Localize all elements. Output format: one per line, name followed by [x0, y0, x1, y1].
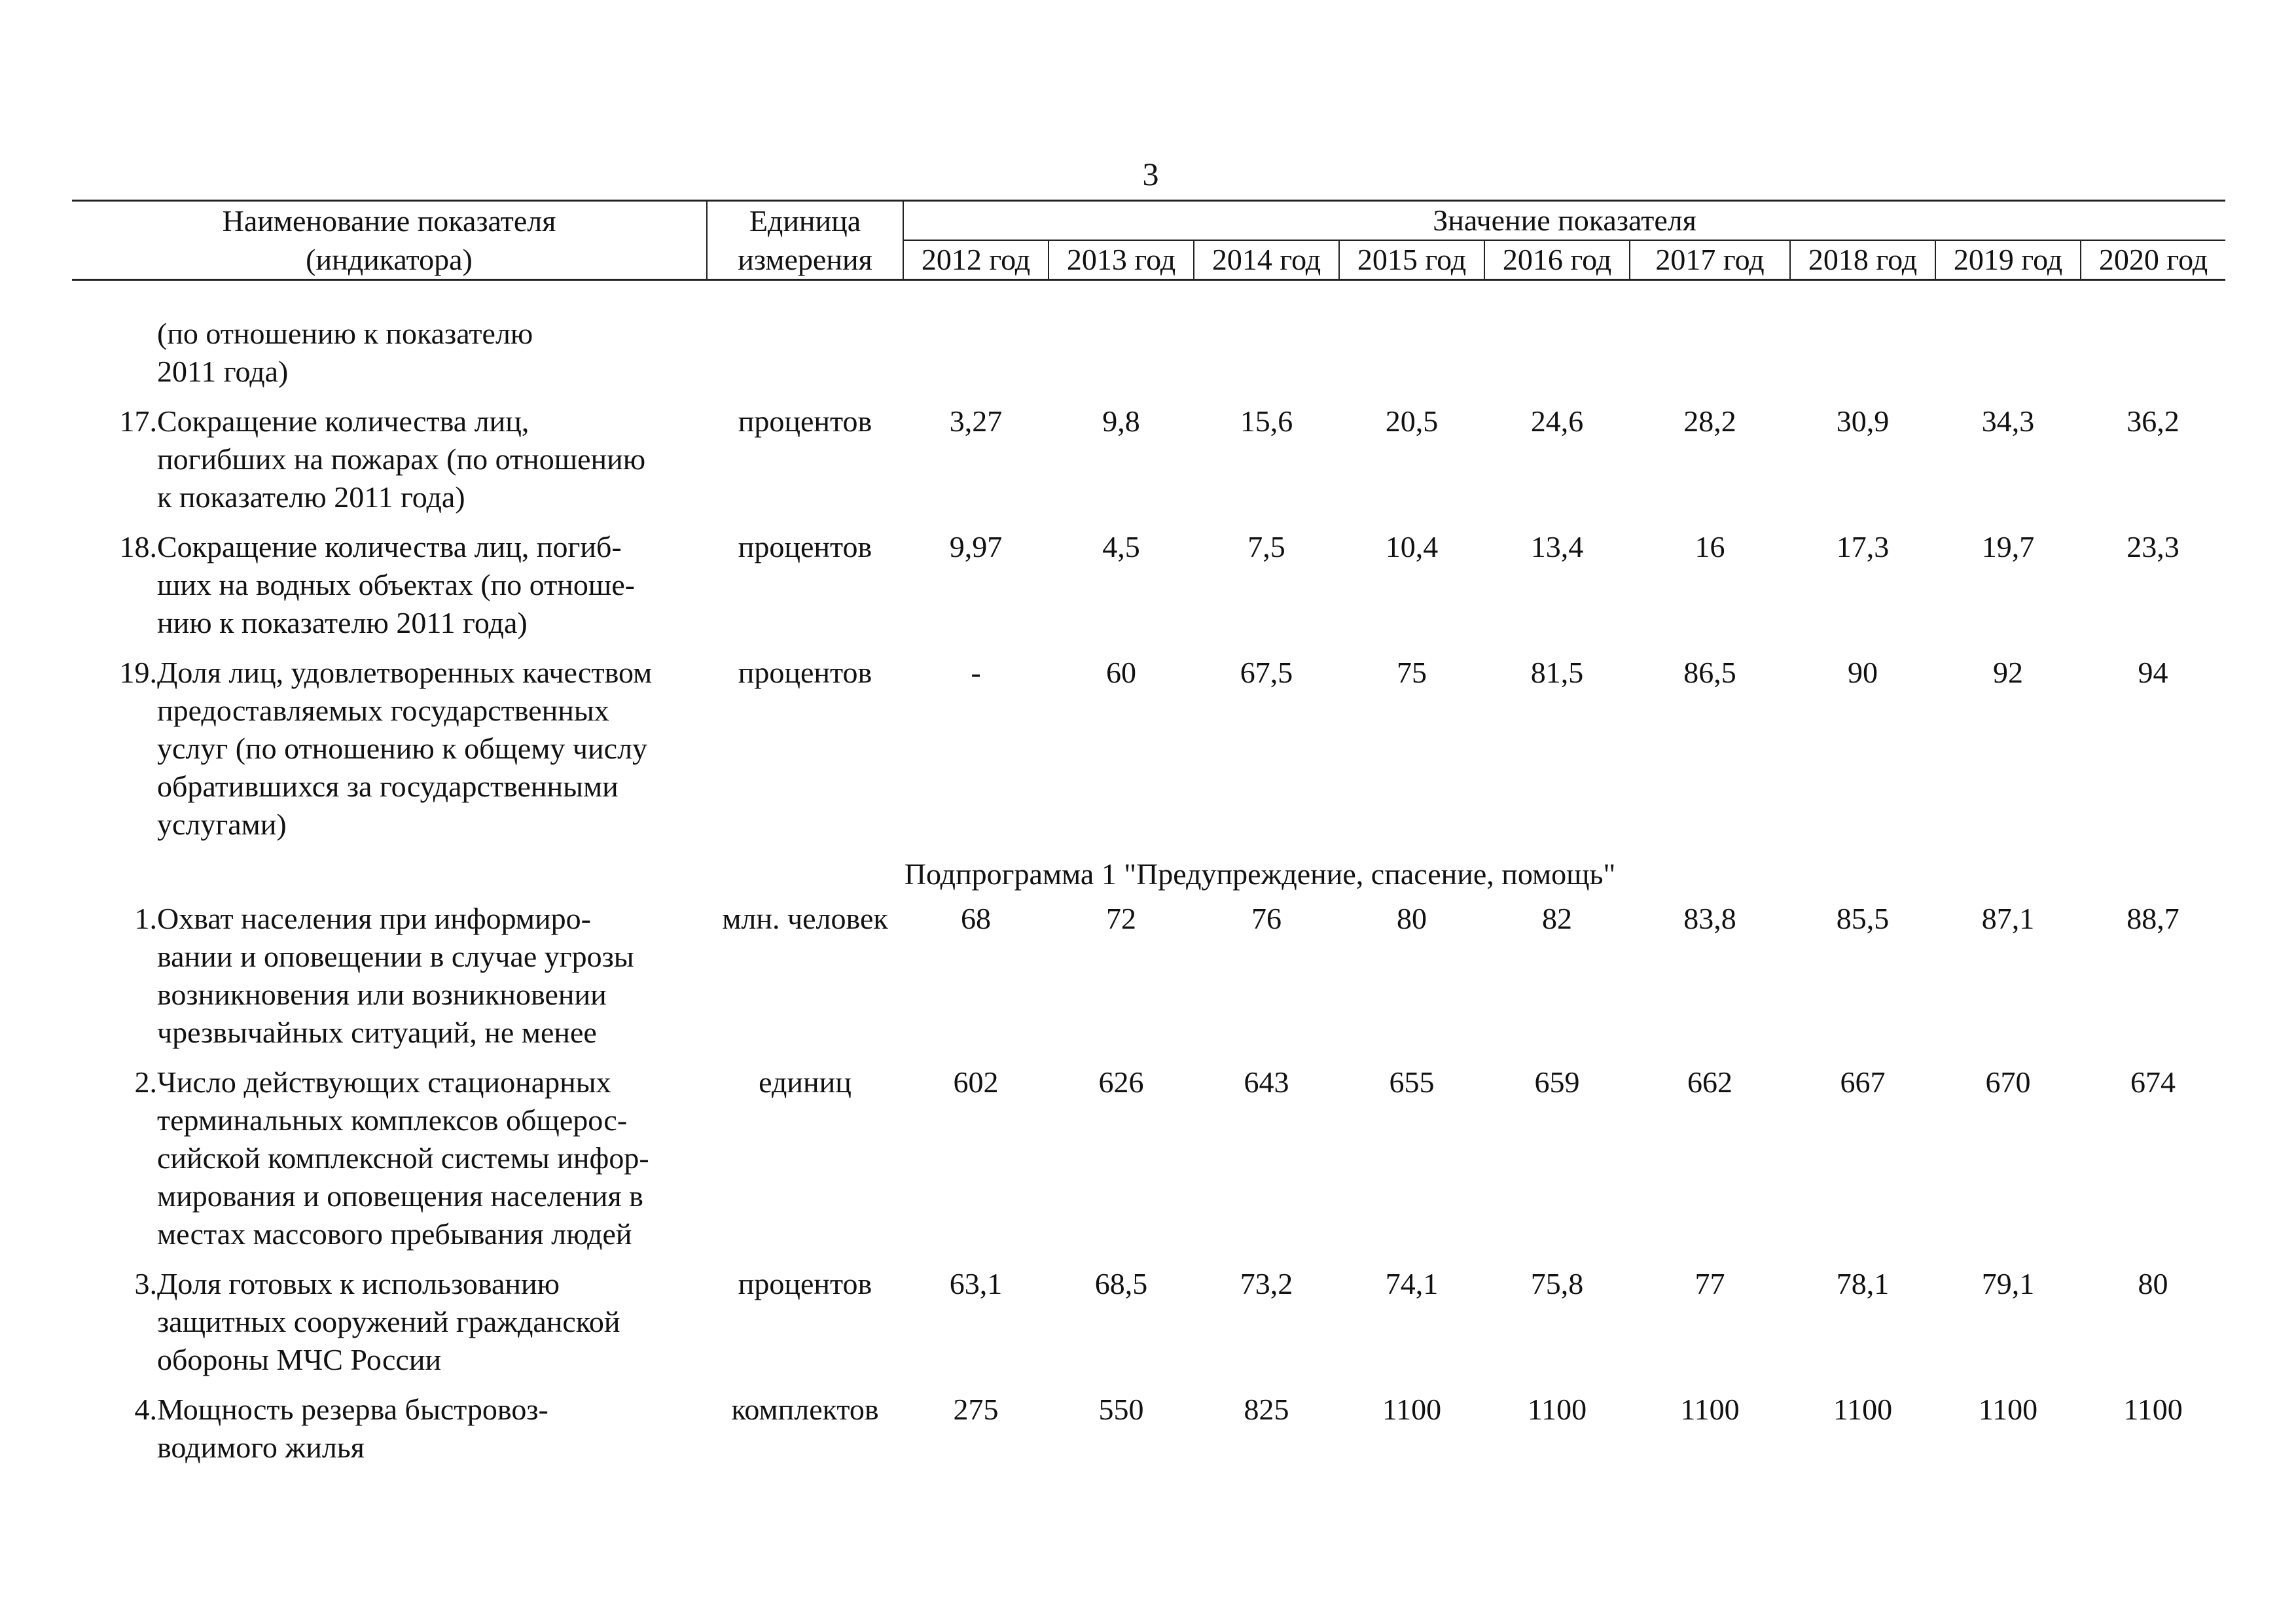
indicator-name — [157, 1391, 707, 1478]
value-cell: 3,27 — [949, 404, 1003, 438]
table-row — [72, 1265, 2225, 1391]
value-cell: 94 — [2138, 656, 2168, 689]
table-row — [72, 900, 2225, 1063]
name-line: вании и оповещении в случае угрозы — [157, 940, 634, 973]
name-line: услугами) — [157, 808, 287, 841]
indicator-name — [157, 315, 707, 402]
value-cell: 9,97 — [949, 530, 1003, 563]
name-line: водимого жилья — [157, 1431, 365, 1464]
row-number: 17. — [119, 404, 157, 438]
name-line: Число действующих стационарных — [157, 1065, 611, 1099]
value-cell: 90 — [1848, 656, 1878, 689]
value-cell: 20,5 — [1385, 404, 1439, 438]
value-cell: 24,6 — [1530, 404, 1584, 438]
value-cell: 667 — [1840, 1065, 1886, 1099]
name-line: к показателю 2011 года) — [157, 480, 465, 514]
header-unit-line1: Единица — [707, 201, 903, 241]
name-line: обратившихся за государственными — [157, 770, 619, 803]
row-number: 3. — [134, 1267, 157, 1300]
value-cell: 85,5 — [1836, 902, 1890, 935]
value-cell: 1100 — [2123, 1393, 2183, 1426]
value-cell: 1100 — [1680, 1393, 1740, 1426]
header-year: 2013 год — [1049, 240, 1194, 280]
value-cell: 643 — [1244, 1065, 1289, 1099]
value-cell: 1100 — [1382, 1393, 1442, 1426]
value-cell: 77 — [1695, 1267, 1725, 1300]
value-cell: 13,4 — [1530, 530, 1584, 563]
row-number: 1. — [134, 902, 157, 935]
value-cell: 662 — [1687, 1065, 1733, 1099]
header-year: 2020 год — [2081, 240, 2225, 280]
value-cell: 7,5 — [1247, 530, 1285, 563]
indicator-name — [157, 1265, 707, 1391]
value-cell: 92 — [1993, 656, 2024, 689]
header-year: 2019 год — [1935, 240, 2081, 280]
name-line: погибших на пожарах (по отношению — [157, 442, 646, 476]
unit-of-measure: комплектов — [731, 1393, 879, 1426]
name-line: чрезвычайных ситуаций, не менее — [157, 1016, 597, 1049]
name-line: сийской комплексной системы инфор- — [157, 1141, 649, 1175]
header-name-line1: Наименование показателя — [72, 201, 707, 241]
unit-of-measure: процентов — [738, 1267, 872, 1300]
value-cell: 1100 — [1978, 1393, 2038, 1426]
name-line: 2011 года) — [157, 355, 289, 388]
name-line: терминальных комплексов общерос- — [157, 1103, 628, 1137]
indicator-name — [157, 402, 707, 528]
unit-of-measure: процентов — [738, 404, 872, 438]
value-cell: 83,8 — [1683, 902, 1736, 935]
value-cell: 67,5 — [1240, 656, 1293, 689]
value-cell: 19,7 — [1981, 530, 2035, 563]
name-line: Охват населения при информиро- — [157, 902, 591, 935]
table-row — [72, 402, 2225, 528]
indicator-name — [157, 528, 707, 654]
name-line: местах массового пребывания людей — [157, 1217, 632, 1251]
value-cell: - — [971, 656, 981, 689]
value-cell: 10,4 — [1385, 530, 1439, 563]
value-cell: 73,2 — [1240, 1267, 1293, 1300]
name-line: предоставляемых государственных — [157, 694, 609, 727]
value-cell: 75 — [1397, 656, 1427, 689]
value-cell: 825 — [1244, 1393, 1289, 1426]
header-year: 2014 год — [1194, 240, 1339, 280]
table-row — [72, 1391, 2225, 1478]
row-number: 2. — [134, 1065, 157, 1099]
indicators-table — [72, 200, 2225, 1478]
value-cell: 17,3 — [1836, 530, 1890, 563]
value-cell: 79,1 — [1981, 1267, 2035, 1300]
value-cell: 659 — [1534, 1065, 1580, 1099]
name-line: обороны МЧС России — [157, 1343, 442, 1376]
name-line: Сокращение количества лиц, — [157, 404, 529, 438]
value-cell: 87,1 — [1981, 902, 2035, 935]
value-cell: 88,7 — [2126, 902, 2179, 935]
value-cell: 23,3 — [2126, 530, 2179, 563]
value-cell: 63,1 — [949, 1267, 1003, 1300]
value-cell: 80 — [1397, 902, 1427, 935]
value-cell: 674 — [2130, 1065, 2176, 1099]
value-cell: 68 — [961, 902, 992, 935]
table-row — [72, 654, 2225, 855]
value-cell: 626 — [1098, 1065, 1144, 1099]
header-year: 2016 год — [1484, 240, 1630, 280]
value-cell: 34,3 — [1981, 404, 2035, 438]
name-line: Сокращение количества лиц, погиб- — [157, 530, 622, 563]
indicator-name — [157, 654, 707, 855]
value-cell: 86,5 — [1683, 656, 1736, 689]
unit-of-measure: млн. человек — [722, 902, 888, 935]
header-unit-line2: измерения — [707, 240, 903, 280]
unit-of-measure: процентов — [738, 656, 872, 689]
row-number: 18. — [119, 530, 157, 563]
value-cell: 275 — [953, 1393, 999, 1426]
row-number: 19. — [119, 656, 157, 689]
header-year-row — [72, 240, 2225, 280]
value-cell: 78,1 — [1836, 1267, 1890, 1300]
name-line: Доля готовых к использованию — [157, 1267, 560, 1300]
value-cell: 76 — [1251, 902, 1282, 935]
value-cell: 550 — [1098, 1393, 1144, 1426]
value-cell: 28,2 — [1683, 404, 1736, 438]
name-line: ших на водных объектах (по отноше- — [157, 568, 636, 601]
unit-of-measure: единиц — [759, 1065, 852, 1099]
value-cell: 670 — [1985, 1065, 2031, 1099]
value-cell: 68,5 — [1094, 1267, 1148, 1300]
subprogram-title: Подпрограмма 1 "Предупреждение, спасение, помощь" — [904, 857, 1616, 891]
name-line: (по отношению к показателю — [157, 317, 533, 350]
header-name-line2: (индикатора) — [72, 240, 707, 280]
value-cell: 81,5 — [1530, 656, 1584, 689]
table-row — [72, 1063, 2225, 1265]
header-year: 2015 год — [1339, 240, 1484, 280]
value-cell: 655 — [1389, 1065, 1435, 1099]
table-row — [72, 528, 2225, 654]
unit-of-measure: процентов — [738, 530, 872, 563]
value-cell: 15,6 — [1240, 404, 1293, 438]
indicator-name — [157, 900, 707, 1063]
indicator-name — [157, 1063, 707, 1265]
name-line: мирования и оповещения населения в — [157, 1179, 643, 1213]
value-cell: 9,8 — [1102, 404, 1140, 438]
value-cell: 60 — [1106, 656, 1137, 689]
name-line: Доля лиц, удовлетворенных качеством — [157, 656, 653, 689]
name-line: услуг (по отношению к общему числу — [157, 732, 648, 765]
value-cell: 1100 — [1833, 1393, 1893, 1426]
page-number: 3 — [1142, 156, 1159, 192]
table-header — [72, 201, 2225, 280]
name-line: возникновения или возникновении — [157, 978, 607, 1011]
header-year: 2018 год — [1790, 240, 1935, 280]
value-cell: 16 — [1695, 530, 1725, 563]
value-cell: 80 — [2138, 1267, 2168, 1300]
value-cell: 30,9 — [1836, 404, 1890, 438]
name-line: Мощность резерва быстровоз- — [157, 1393, 548, 1426]
header-year: 2017 год — [1630, 240, 1790, 280]
table-body — [72, 280, 2225, 1479]
header-year: 2012 год — [903, 240, 1049, 280]
value-cell: 4,5 — [1102, 530, 1140, 563]
header-value-title: Значение показателя — [903, 201, 2225, 241]
name-line: защитных сооружений гражданской — [157, 1305, 620, 1338]
value-cell: 1100 — [1527, 1393, 1587, 1426]
name-line: нию к показателю 2011 года) — [157, 606, 528, 639]
value-cell: 82 — [1542, 902, 1573, 935]
row-number: 4. — [134, 1393, 157, 1426]
value-cell: 72 — [1106, 902, 1137, 935]
value-cell: 74,1 — [1385, 1267, 1439, 1300]
value-cell: 602 — [953, 1065, 999, 1099]
spacer-row — [72, 280, 2225, 315]
value-cell: 36,2 — [2126, 404, 2179, 438]
subprogram-row — [72, 855, 2225, 900]
value-cell: 75,8 — [1530, 1267, 1584, 1300]
continuation-row — [72, 315, 2225, 402]
